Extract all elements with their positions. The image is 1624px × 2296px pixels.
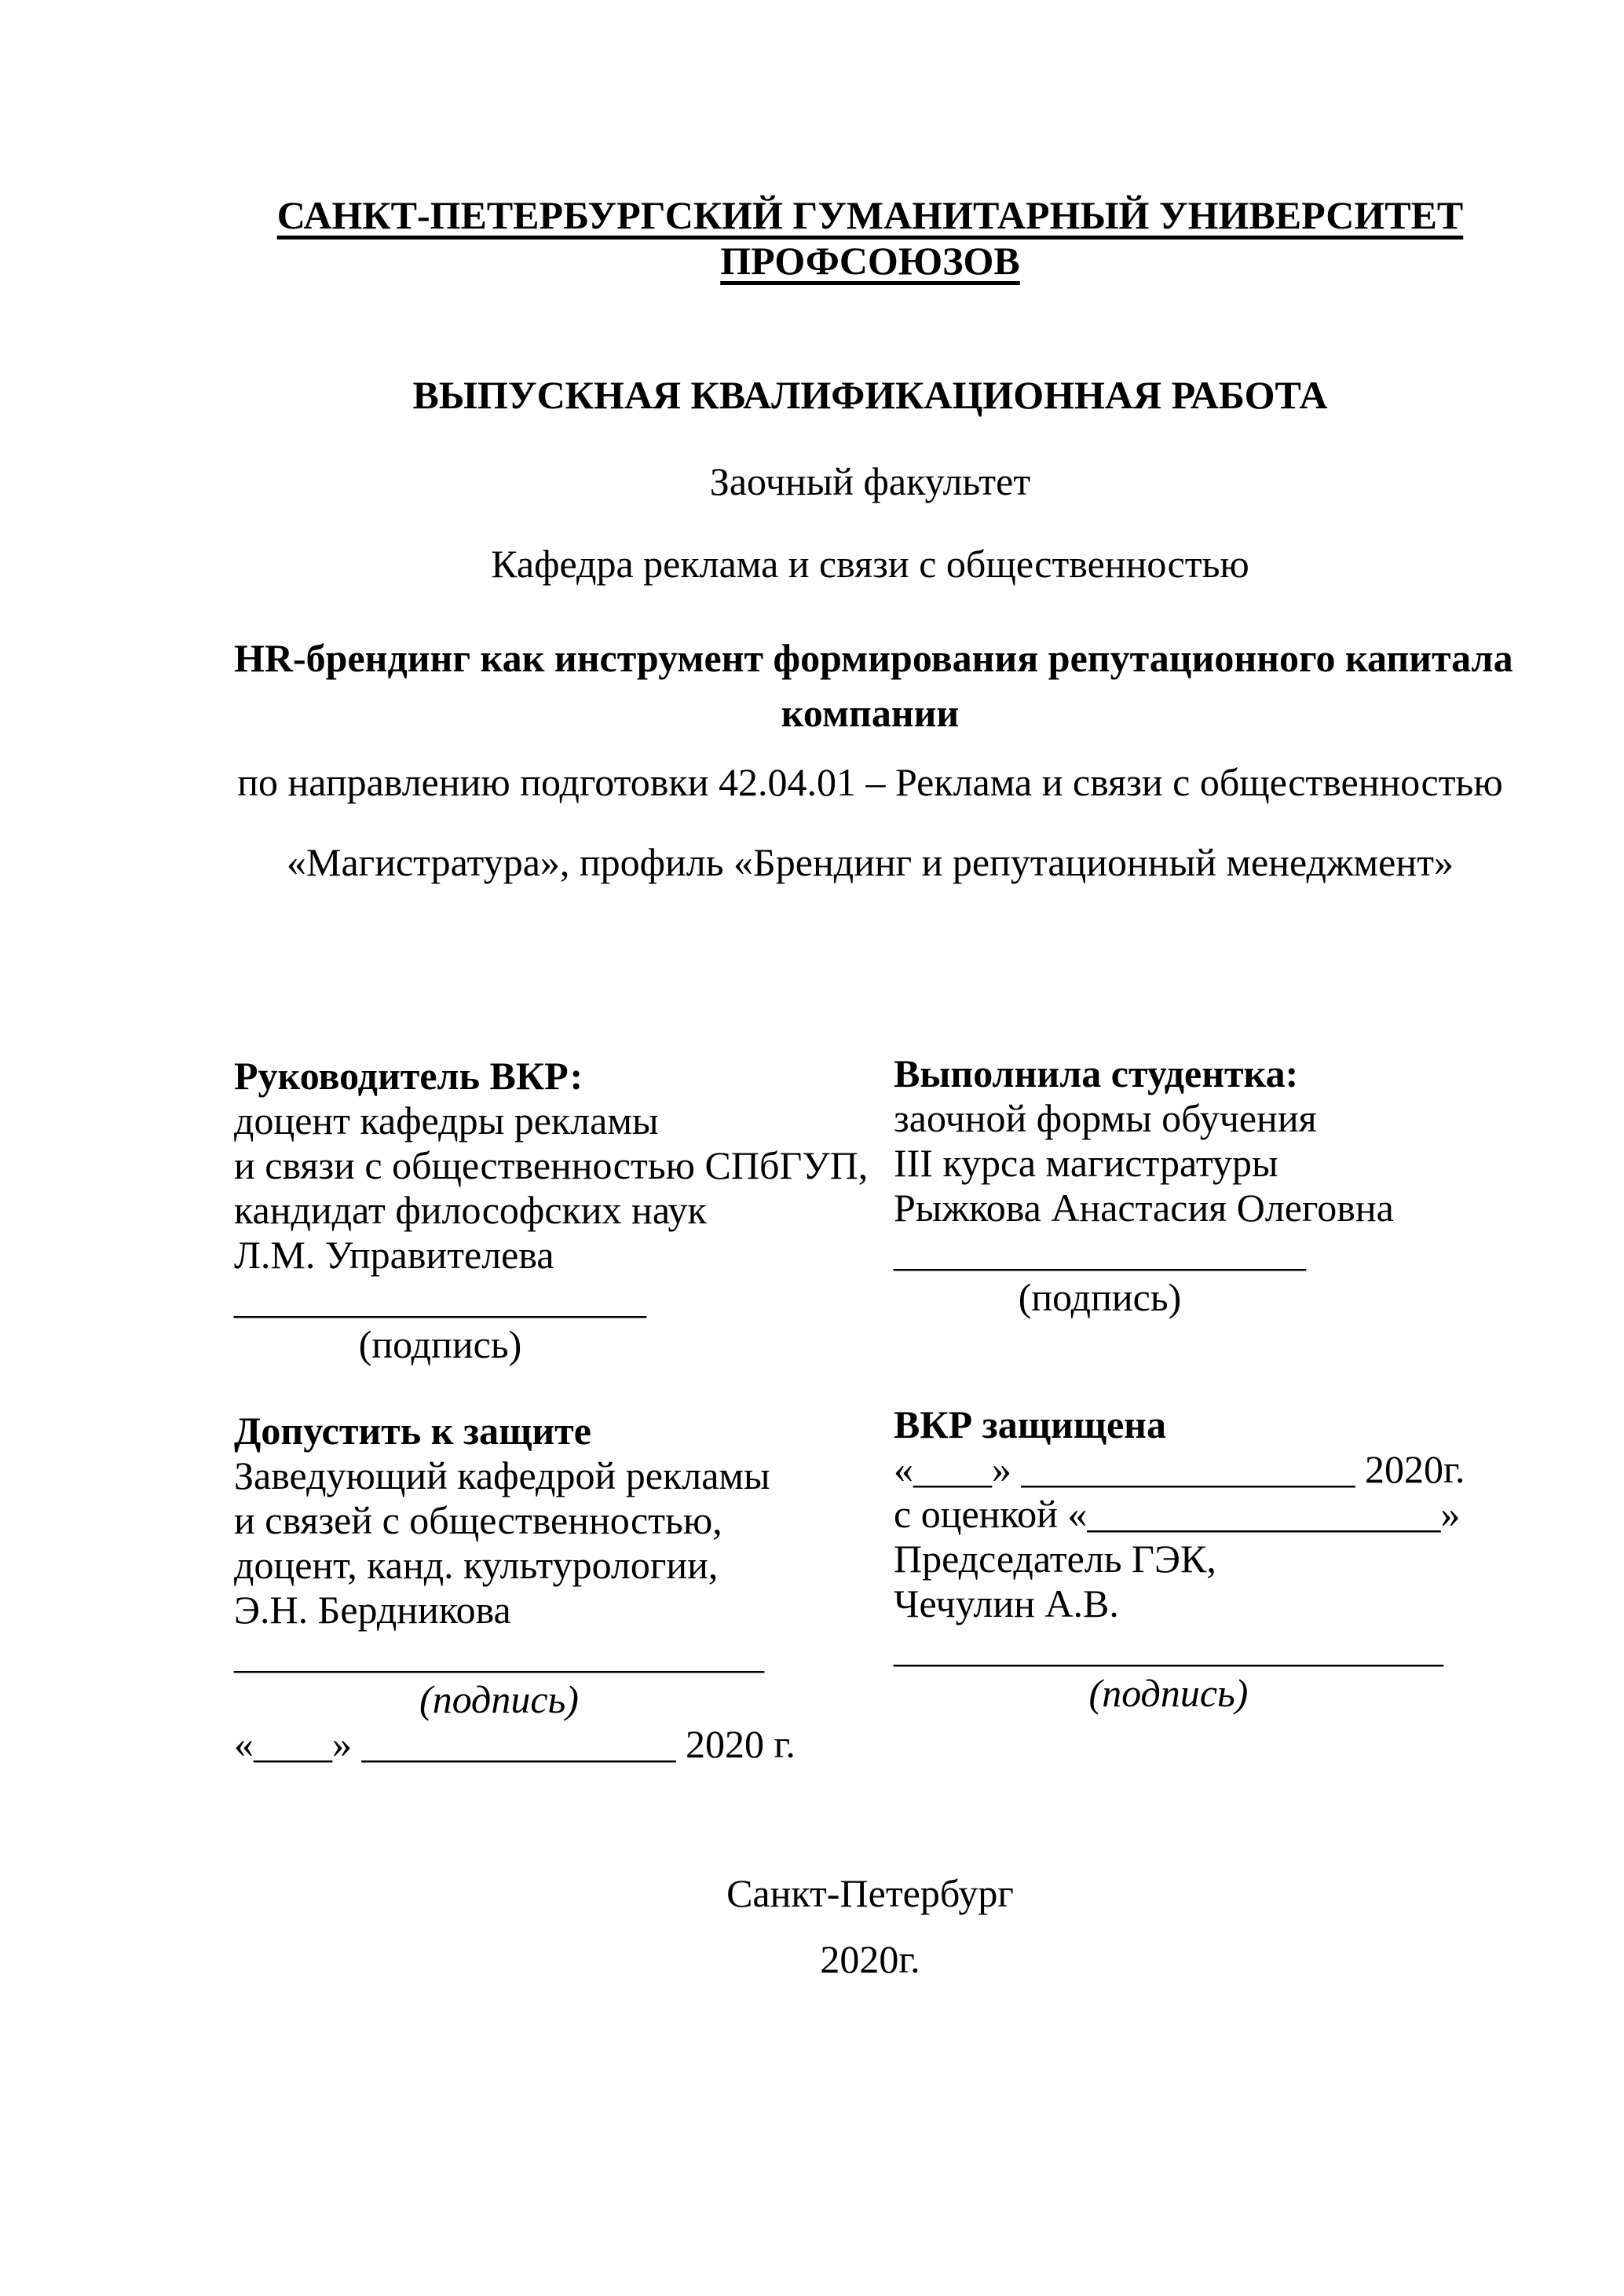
footer-city: Санкт-Петербург	[726, 1871, 1014, 1915]
work-type-title: ВЫПУСКНАЯ КВАЛИФИКАЦИОННАЯ РАБОТА	[412, 373, 1328, 417]
department-line: Кафедра реклама и связи с общественностью	[491, 542, 1249, 586]
student-line: III курса магистратуры	[894, 1141, 1278, 1185]
supervisor-line: доцент кафедры рекламы	[234, 1099, 659, 1143]
defense-grade-line: с оценкой «__________________»	[894, 1492, 1461, 1536]
student-signature-caption: (подпись)	[1018, 1275, 1182, 1319]
direction-line: по направлению подготовки 42.04.01 – Реклама и связи с общественностью	[237, 760, 1503, 804]
footer-year: 2020г.	[820, 1937, 920, 1981]
thesis-title	[234, 631, 1513, 740]
admission-signature-line: ___________________________	[234, 1632, 764, 1676]
university-name-line-2: ПРОФСОЮЗОВ	[720, 239, 1020, 283]
admission-line: Э.Н. Бердникова	[234, 1588, 511, 1632]
supervisor-signature-line: _____________________	[234, 1278, 646, 1322]
supervisor-block	[234, 1054, 878, 1367]
faculty-line: Заочный факультет	[709, 459, 1031, 503]
admission-line: и связей с общественностью,	[234, 1498, 722, 1542]
student-line: заочной формы обучения	[894, 1096, 1317, 1140]
admission-header: Допустить к защите	[234, 1409, 591, 1453]
defense-signature-area	[894, 1626, 1443, 1716]
supervisor-signature-caption: (подпись)	[358, 1322, 522, 1366]
admission-line: Заведующий кафедрой рекламы	[234, 1453, 770, 1497]
supervisor-line: и связи с общественностью СПбГУП,	[234, 1143, 869, 1187]
student-line: Рыжкова Анастасия Олеговна	[894, 1186, 1394, 1230]
defense-block	[894, 1402, 1514, 1716]
supervisor-line: кандидат философских наук	[234, 1188, 707, 1232]
university-name-line-1: САНКТ-ПЕТЕРБУРГСКИЙ ГУМАНИТАРНЫЙ УНИВЕРСИТЕТ	[276, 193, 1464, 237]
supervisor-header: Руководитель ВКР:	[234, 1054, 583, 1098]
admission-signature-caption: (подпись)	[419, 1677, 579, 1721]
student-block	[894, 1051, 1514, 1320]
student-signature-line: _____________________	[894, 1230, 1306, 1274]
student-header: Выполнила студентка:	[894, 1051, 1299, 1095]
student-signature-area	[894, 1230, 1306, 1320]
defense-signature-caption: (подпись)	[1088, 1671, 1249, 1715]
defense-signature-line: ____________________________	[894, 1626, 1443, 1670]
thesis-title-line-1: HR-брендинг как инструмент формирования репутационного капитала	[234, 636, 1513, 680]
defense-date-line: «____» _________________ 2020г.	[894, 1447, 1465, 1491]
admission-signature-area	[234, 1632, 764, 1722]
university-name	[234, 192, 1506, 283]
degree-profile-line: «Магистратура», профиль «Брендинг и репутационный менеджмент»	[287, 840, 1454, 884]
admission-date-line: «____» ________________ 2020 г.	[234, 1722, 796, 1766]
supervisor-line: Л.М. Управителева	[234, 1233, 554, 1277]
admission-line: доцент, канд. культурологии,	[234, 1543, 719, 1587]
defense-header: ВКР защищена	[894, 1402, 1166, 1446]
admission-block	[234, 1409, 878, 1767]
defense-line: Чечулин А.В.	[894, 1581, 1119, 1625]
supervisor-signature-area	[234, 1278, 646, 1367]
defense-line: Председатель ГЭК,	[894, 1537, 1216, 1581]
thesis-title-line-2: компании	[781, 691, 960, 735]
